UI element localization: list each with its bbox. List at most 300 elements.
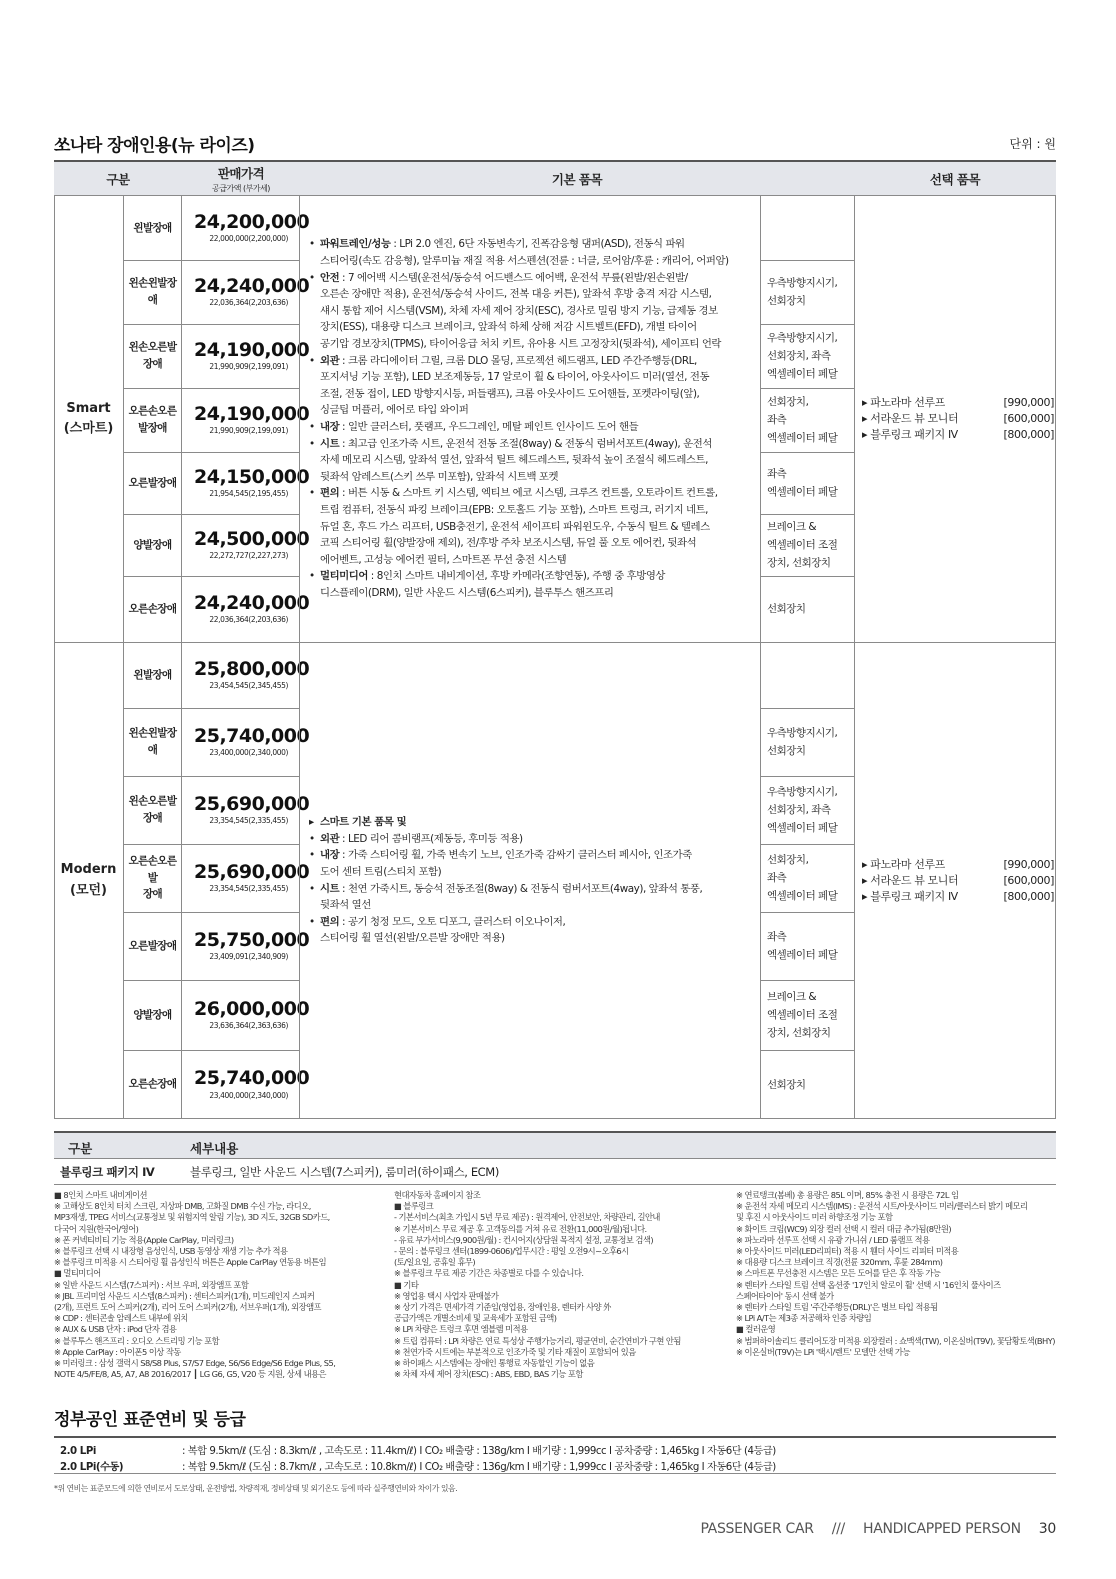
trim-name [124,708,181,776]
basic-item-line [308,369,756,386]
trim-name [124,844,181,912]
select-option-price: [600,000] [1003,412,1054,425]
select-options-smart [854,196,1054,642]
section-name-kr: (스마트) [63,421,114,436]
trim-name-line: 왼손오른발 [128,341,177,354]
select-option-name: ▸ 서라운드 뷰 모니터 [862,873,959,887]
note-line: 스페어타이어' 동시 선택 불가 [736,1290,834,1301]
col-category-header [54,162,182,196]
basic-item-key: 스마트 기본 품목 및 [320,816,407,829]
note-line: 및 후진 시 아웃사이드 미러 하향조정 기능 포함 [736,1212,893,1223]
basic-item-text: 도어 센터 트림(스티치 포함) [320,865,442,878]
bullet-icon: • [309,849,315,862]
col-price-header [182,162,300,196]
footer-section-2: HANDICAPPED PERSON [862,1521,1021,1537]
trim-option-line: 엑셀레이터 페달 [767,890,838,902]
trim-price-value: 24,190,000 [194,338,310,361]
basic-item-text: : 천연 가죽시트, 동승석 전동조절(8way) & 전동식 럼버서포트(4way), 앞좌석 통풍, [339,882,703,895]
trim-price-supply: 22,272,727(2,227,273) [209,551,288,561]
note-line: ■ 블루링크 [394,1201,434,1212]
trim-price-value: 24,240,000 [194,591,310,614]
basic-item-line [308,386,756,403]
basic-item-line [308,469,756,486]
basic-item-line [308,485,756,502]
basic-item-key: 멀티미디어 [320,570,368,583]
select-option-price: [800,000] [1003,889,1054,903]
note-line: ※ CDP : 센터콘솔 암레스트 내부에 위치 [54,1313,188,1324]
trim-option [762,844,852,912]
trim-option-line: 장치, 선회장치 [767,557,831,569]
trim-option-line: 브레이크 & [767,521,817,533]
trim-price-value: 25,690,000 [194,792,310,815]
trim-name-text: 양발장애 [133,1008,172,1021]
table-header [54,160,1056,196]
trim-price-supply: 23,354,545(2,335,455) [209,816,288,826]
note-line: - 기본서비스(최초 가입시 5년 무료 제공) : 원격제어, 안전보안, 차량관리, 길안내 [394,1212,660,1223]
basic-item-line [308,270,756,287]
basic-item-line [308,502,756,519]
trim-option-line: 엑셀레이터 조절 [767,539,838,551]
note-line: 다국어 지원(한국어/영어) [54,1223,139,1234]
basic-item-text: 포지셔닝 기능 포함), LED 보조제동등, 17 알로이 휠 & 타이어, 아웃사이드 미러(열선, 전동 [320,371,710,384]
page-footer [700,1521,1056,1537]
price-table [54,196,1056,1119]
note-line: ※ 기본서비스 무료 제공 후 고객동의를 거쳐 유료 전환(11,000원/월)됩니다. [394,1223,647,1234]
note-line: ■ 기타 [394,1279,419,1290]
package-detail: 블루링크, 일반 사운드 시스템(7스피커), 룸미러(하이패스, ECM) [190,1165,499,1179]
note-line: ※ JBL 프리미엄 사운드 시스템(8스피커) : 센터스피커(1개), 미드레인지 스피커 [54,1290,315,1301]
fuel-row-text: : 복합 9.5km/ℓ (도심 : 8.3km/ℓ , 고속도로 : 11.4km/ℓ) I CO₂ 배출량 : 138g/km I 배기량 : 1,999cc I 공차중량 : 1,465kg I 자동6단 (4등급) [182,1446,776,1457]
trim-price-supply: 22,036,364(2,203,636) [209,615,288,625]
footer-section-1: PASSENGER CAR [700,1521,814,1537]
basic-item-text: : 크롬 라디에이터 그릴, 크롬 DLO 몰딩, 프로젝션 헤드램프, LED 주간주행등(DRL, [339,354,697,367]
basic-item-text: 스티어링 휠 열선(왼발/오른발 장애만 적용) [320,932,505,945]
trim-name [124,324,181,388]
bullet-icon: • [309,271,315,284]
basic-item-text: : LED 리어 콤비램프(제동등, 후미등 적용) [339,832,523,845]
note-line: NOTE 4/5/FE/8, A5, A7, A8 2016/2017 ┃ LG G6, G5, V20 등 지원, 상세 내용은 [54,1369,326,1380]
trim-option-line: 엑셀레이터 페달 [767,368,838,380]
basic-item-text: : 최고급 인조가죽 시트, 운전석 전동 조절(8way) & 전동식 럼버서포트(4way), 운전석 [339,437,712,450]
note-line: ※ 블루링크 선택 시 내장형 음성인식, USB 동영상 재생 기능 추가 적용 [54,1246,288,1257]
basic-item-text: : 공기 청정 모드, 오토 디포그, 클러스터 이오나이저, [339,915,566,928]
select-option-price: [990,000] [1003,396,1054,409]
package-row [54,1159,1056,1185]
select-option-row [862,889,1054,905]
trim-price-value: 25,740,000 [194,724,310,747]
basic-item-text: : LPi 2.0 엔진, 6단 자동변속기, 진폭감응형 댐퍼(ASD), 전동식 파워 [390,238,685,251]
package-col-category: 구분 [68,1141,93,1156]
basic-item-text: : 7 에어백 시스템(운전석/동승석 어드밴스드 에어백, 운전석 무릎(왼발/왼손왼발/ [339,271,688,284]
select-option-row [862,411,1054,427]
trim-price-supply: 23,636,364(2,363,636) [209,1021,288,1031]
basic-item-line [308,419,756,436]
trim-name [124,576,181,642]
trim-name-text: 오른발장애 [128,939,177,952]
bullet-icon: • [309,832,315,845]
trim-price-value: 24,200,000 [194,210,310,233]
trim-price [182,576,310,642]
trim-option-line: 우측방향지시기, [767,786,838,798]
trim-price-supply: 21,990,909(2,199,091) [209,362,288,372]
trim-name-text: 양발장애 [133,538,172,551]
trim-name-line: 장애 [142,812,163,824]
bullet-icon: • [309,570,315,583]
basic-item-line [308,519,756,536]
trim-option-line: 엑셀레이터 페달 [767,822,838,834]
basic-item-text: 듀얼 혼, 후드 가스 리프터, USB충전기, 운전석 세이프티 파워윈도우, 수동식 틸트 & 텔레스 [320,520,710,533]
basic-item-key: 내장 [320,849,340,862]
basic-item-key: 외관 [320,832,340,845]
basic-item-text: 장치(ESS), 대용량 디스크 브레이크, 앞좌석 하체 상해 저감 시트벨트(EFD), 개별 타이어 [320,321,697,334]
basic-item-line [308,914,756,931]
trim-option-line: 엑셀레이터 페달 [767,432,838,444]
trim-name [124,196,181,260]
trim-price-supply: 23,354,545(2,335,455) [209,884,288,894]
basic-item-key: 파워트레인/성능 [320,238,391,251]
trim-price-supply: 21,990,909(2,199,091) [209,426,288,436]
trim-option [762,912,852,980]
basic-item-text: 에어벤트, 고성능 에어컨 필터, 스마트폰 무선 충전 시스템 [320,553,567,566]
select-option-row [862,873,1054,889]
basic-item-line [308,286,756,303]
trim-price-supply: 22,036,364(2,203,636) [209,298,288,308]
trim-option-line: 좌측 [767,931,787,943]
trim-option-line: 선회장치 [767,295,806,307]
note-line: - 문의 : 블루링크 센터(1899-0606)/업무시간 : 평일 오전9시~오후6시 [394,1246,629,1257]
trim-price-value: 25,750,000 [194,928,310,951]
footer-separator: /// [831,1521,845,1537]
trim-price-value: 24,150,000 [194,465,310,488]
note-line: ※ 대용량 디스크 브레이크 직경(전륜 320mm, 후륜 284mm) [736,1257,943,1268]
basic-item-key: 시트 [320,882,340,895]
basic-item-text: : 일반 클러스터, 풋램프, 우드그레인, 메탈 페인트 인사이드 도어 핸들 [339,421,639,433]
basic-item-text: 디스플레이(DRM), 일반 사운드 시스템(6스피커), 블루투스 핸즈프리 [320,586,614,599]
select-options-modern [854,642,1054,1119]
trim-price [182,776,310,844]
trim-option-line: 우측방향지시기, [767,277,838,289]
select-option-price: [800,000] [1003,428,1054,441]
trim-option [762,452,852,514]
trim-name-text [129,403,177,437]
column-divider [854,196,855,1119]
trim-price-value: 25,740,000 [194,1067,310,1090]
fuel-footnote: *위 연비는 표준모드에 의한 연비로서 도로상태, 운전방법, 차량적재, 정비상태 및 외기온도 등에 따라 실주행연비와 차이가 있음. [54,1484,458,1493]
basic-item-text: : 버튼 시동 & 스마트 키 시스템, 엑티브 에코 시스템, 크루즈 컨트롤, 오토라이트 컨트롤, [339,487,718,500]
note-line: ※ 상기 가격은 면세가격 기준임(영업용, 장애인용, 렌터카 사양 外 [394,1302,611,1313]
trim-name-text: 오른손장애 [128,1078,177,1091]
note-line: (토/일요일, 공휴일 휴무) [394,1257,476,1268]
column-divider [54,196,55,1119]
note-line: ※ AUX & USB 단자 : iPod 단자 겸용 [54,1324,177,1335]
basic-item-key: 안전 [320,271,340,284]
bullet-icon: ▸ [309,816,314,829]
trim-price [182,260,310,324]
basic-item-line [308,303,756,320]
trim-name-text [129,793,177,827]
basic-item-line [308,864,756,881]
basic-item-line [308,253,756,270]
select-option-name: ▸ 블루링크 패키지 Ⅳ [862,889,958,903]
trim-option-line: 선회장치 [767,1078,806,1091]
basic-item-text: 뒷좌석 열선 [320,899,371,912]
trim-name-line: 왼손오른발 [128,795,177,808]
col-price-sub-label: 공급가액 (부가세) [212,184,270,193]
basic-item-line [308,847,756,864]
trim-name-text [124,853,181,903]
trim-name [124,514,181,576]
select-option-price: [990,000] [1003,857,1054,871]
trim-price-value: 25,800,000 [194,657,310,680]
note-line: ※ 트립 컴퓨터 : LPi 차량은 연료 특성상 주행가능거리, 평균연비, 순간연비가 구현 안됨 [394,1335,681,1346]
note-line: ※ LPi A/T는 제3종 저공해차 인증 차량임 [736,1313,872,1324]
trim-option [762,576,852,642]
trim-name-text: 왼손왼발장애 [128,277,177,306]
trim-name [124,642,181,708]
col-option-label: 선택 품목 [929,172,981,187]
trim-option-line: 우측방향지시기, [767,332,838,344]
trim-option-line: 선회장치 [767,745,806,757]
trim-name [124,260,181,324]
trim-price-value: 26,000,000 [194,997,310,1020]
note-line: ※ 블루링크 무료 제공 기간은 차종별로 다를 수 있습니다. [394,1268,584,1279]
basic-item-line [308,881,756,898]
note-line: ※ 차체 자세 제어 장치(ESC) : ABS, EBD, BAS 기능 포함 [394,1369,583,1380]
trim-name-text: 왼발장애 [133,668,172,681]
note-line: ※ 연료탱크(봄베) 총 용량은 85L 이며, 85% 충전 시 용량은 72L 임 [736,1190,959,1200]
basic-item-text: 오른손 장애만 적용), 운전석/동승석 사이드, 전복 대응 커튼), 앞좌석 후방 충격 저감 시스템, [320,288,712,301]
trim-option-line: 좌측 [767,414,787,426]
note-line: ■ 8인치 스마트 내비게이션 [54,1190,147,1200]
note-line: ※ 미러링크 : 삼성 갤럭시 S8/S8 Plus, S7/S7 Edge, S6/S6 Edge/S6 Edge Plus, S5, [54,1358,336,1369]
note-line: ※ 화이트 크림(WC9) 외장 컬러 선택 시 컬러 대금 추가됨(8만원) [736,1223,952,1234]
note-line: ※ 파노라마 선루프 선택 시 유광 가니쉬 / LED 룸램프 적용 [736,1234,930,1245]
note-line: ※ 일반 사운드 시스템(7스피커) : 서브 우퍼, 외장앰프 포함 [54,1279,249,1290]
note-line: - 유료 부가서비스(9,900원/월) : 컨시어지(상담원 목적지 설정, 교통정보 검색) [394,1234,654,1245]
trim-option-line: 선회장치, [767,396,809,408]
bullet-icon: • [309,354,315,367]
section-name-kr: (모던) [70,882,107,898]
basic-item-line [308,402,756,419]
note-line: ※ 고해상도 8인치 터치 스크린, 지상파 DMB, 고화질 DMB 수신 가능, 라디오, [54,1201,311,1212]
bullet-icon: • [309,915,315,928]
note-line: ※ 운전석 자세 메모리 시스템(IMS) : 운전석 시트/아웃사이드 미러/클러스터 밝기 메모리 [736,1201,1028,1212]
trim-name-line: 장애 [142,358,163,370]
trim-name [124,452,181,514]
trim-price-supply: 22,000,000(2,200,000) [209,234,288,244]
basic-item-text: 섀시 통합 제어 시스템(VSM), 차체 자세 제어 장치(ESC), 경사로 밀림 방지 기능, 급제동 경보 [320,304,718,317]
trim-option [762,980,852,1050]
package-name: 블루링크 패키지 Ⅳ [60,1165,155,1179]
basic-item-line [308,319,756,336]
trim-option [762,642,852,708]
basic-item-text: 스티어링(속도 감응형), 알루미늄 재질 적용 서스펜션(전륜 : 너클, 로어암/후륜 : 캐리어, 어퍼암) [320,255,729,268]
fuel-row-text: : 복합 9.5km/ℓ (도심 : 8.7km/ℓ , 고속도로 : 10.8km/ℓ) I CO₂ 배출량 : 136g/km I 배기량 : 1,999cc I 공차중량 : 1,465kg I 자동6단 (4등급) [182,1462,776,1473]
trim-price-value: 25,690,000 [194,860,310,883]
trim-option-line: 브레이크 & [767,991,817,1003]
basic-item-text: 코픽 스티어링 휠(양발장애 제외), 전/후방 주차 보조시스템, 듀얼 풀 오토 에어컨, 뒷좌석 [320,537,697,550]
note-line: ※ 범퍼하이솔리드 클리어도장 미적용 외장컬러 : 쇼맥색(TW), 이온실버(T9V), 꽃담황토색(BHY) [736,1335,1055,1346]
col-basic-label: 기본 품목 [551,172,603,187]
trim-name-line: 오른손오른발 [128,854,177,884]
package-header [54,1131,1056,1159]
basic-items-smart [300,196,760,642]
note-line: ※ LPi 차량은 트렁크 후면 엠블렘 미적용 [394,1324,528,1335]
column-divider [181,196,182,1119]
trim-option [762,260,852,324]
basic-item-line [308,535,756,552]
trim-price [182,642,310,708]
trim-price [182,514,310,576]
trim-option [762,196,852,260]
bullet-icon: • [309,437,315,450]
trim-name-text: 오른손장애 [128,602,177,615]
trim-price [182,980,310,1050]
bullet-icon: • [309,238,315,251]
trim-name-text: 왼발장애 [133,221,172,234]
trim-option [762,1050,852,1119]
trim-option [762,514,852,576]
basic-item-key: 편의 [320,915,340,928]
select-option-name: ▸ 서라운드 뷰 모니터 [862,412,959,425]
select-option-name: ▸ 블루링크 패키지 Ⅳ [862,428,958,441]
col-category-label: 구분 [106,172,130,187]
trim-option-line: 우측방향지시기, [767,727,838,739]
section-label-smart [54,196,123,642]
select-option-name: ▸ 파노라마 선루프 [862,857,945,871]
select-option-row [862,427,1054,443]
basic-item-line [308,336,756,353]
trim-price [182,912,310,980]
basic-item-text: : 8인치 스마트 내비게이션, 후방 카메라(조향연동), 주행 중 후방영상 [367,570,666,583]
section-label-modern [54,642,123,1119]
basic-item-text: 자세 메모리 시스템, 앞좌석 열선, 앞좌석 틸트 헤드레스트, 뒷좌석 높이 조절식 헤드레스트, [320,454,708,467]
trim-price-value: 24,190,000 [194,402,310,425]
trim-name [124,776,181,844]
note-line: ※ 폰 커넥티비티 기능 적용(Apple CarPlay, 미러링크) [54,1234,234,1245]
fuel-row-name: 2.0 LPi [60,1446,96,1457]
trim-option-line: 장치, 선회장치 [767,1027,831,1039]
note-line: ※ 아웃사이드 미러(LED리피터) 적용 시 휀더 사이드 리피터 미적용 [736,1246,959,1257]
section-name-en: Modern [60,862,117,878]
basic-item-key: 편의 [320,487,340,500]
select-option-name: ▸ 파노라마 선루프 [862,396,945,409]
fuel-row [60,1442,776,1457]
column-divider [760,196,761,1119]
basic-items-modern [300,642,760,1119]
note-line: ■ 멀티미디어 [54,1268,101,1279]
basic-item-line [308,568,756,585]
note-line: ※ 블루링크 미적용 시 스티어링 휠 음성인식 버튼은 Apple CarPlay 연동용 버튼임 [54,1257,327,1268]
select-option-row [862,857,1054,873]
basic-item-line [308,585,756,602]
trim-option-line: 엑셀레이터 조절 [767,1009,838,1021]
unit-label: 단위 : 원 [1009,137,1056,151]
trim-price-supply: 23,454,545(2,345,455) [209,681,288,691]
trim-name [124,1050,181,1119]
bullet-icon: • [309,421,315,433]
trim-option-line: 좌측 [767,468,787,480]
basic-item-text: 뒷좌석 암레스트(스키 쓰루 미포함), 앞좌석 시트백 포켓 [320,470,559,483]
page-title: 쏘나타 장애인용(뉴 라이즈) [54,136,255,156]
basic-item-line [308,930,756,947]
trim-option-line: 선회장치, 좌측 [767,350,831,362]
trim-price [182,844,310,912]
basic-item-text: 조절, 전동 접이, LED 방향지시등, 퍼들램프), 크롬 아웃사이드 도어핸들, 포켓라이팅(앞), [320,387,700,400]
basic-item-line [308,552,756,569]
note-line: ※ 렌터카 스타일 트림 '주간주행등(DRL)'은 벌브 타입 적용됨 [736,1302,938,1313]
basic-item-key: 내장 [320,421,340,433]
col-price-label: 판매가격 [217,166,265,181]
basic-item-line [308,353,756,370]
note-line: ※ Apple CarPlay : 아이폰5 이상 작동 [54,1346,181,1357]
fuel-table [54,1436,1056,1474]
trim-price [182,324,310,388]
note-line: ※ 이온실버(T9V)는 LPi '택시/렌트' 모델만 선택 가능 [736,1346,910,1357]
trim-name-line: 발장애 [138,422,167,434]
trim-name [124,980,181,1050]
trim-price-value: 24,240,000 [194,274,310,297]
notes-column-3 [736,1190,1055,1358]
trim-price-supply: 23,400,000(2,340,000) [209,748,288,758]
basic-item-line [308,452,756,469]
basic-item-text: 트립 컴퓨터, 전동식 파킹 브레이크(EPB: 오토홀드 기능 포함), 스마트 트렁크, 러기지 네트, [320,503,709,516]
bullet-icon: • [309,487,315,500]
note-line: ※ 블루투스 핸즈프리 : 오디오 스트리밍 기능 포함 [54,1335,220,1346]
note-line: MP3재생, TPEG 서비스(교통정보 및 위험지역 알림 기능), 3D 지도, 32GB SD카드, [54,1212,330,1223]
fuel-row-name: 2.0 LPi(수동) [60,1462,124,1473]
trim-option-line: 좌측 [767,872,787,884]
trim-price-supply: 21,954,545(2,195,455) [209,489,288,499]
package-col-detail: 세부내용 [190,1141,239,1156]
section-divider [54,642,1056,643]
column-divider [1055,196,1056,1119]
column-divider [123,196,124,1119]
trim-name [124,388,181,452]
trim-name-line: 오른손오른 [128,405,177,418]
trim-price-value: 24,500,000 [194,527,310,550]
trim-option-line: 선회장치 [767,603,806,615]
trim-option-line: 엑셀레이터 페달 [767,486,838,498]
basic-item-line [308,436,756,453]
basic-item-key: 외관 [320,354,340,367]
note-line: (2개), 프런트 도어 스피커(2개), 리어 도어 스피커(2개), 서브우퍼(1개), 외장앰프 [54,1302,322,1313]
select-option-price: [600,000] [1003,873,1054,887]
trim-option [762,776,852,844]
notes-column-1 [54,1190,335,1380]
trim-name-text: 왼손왼발장애 [128,727,177,756]
trim-price [182,708,310,776]
note-line: ※ 하이패스 시스템에는 장애인 통행료 자동할인 기능이 없음 [394,1358,595,1369]
trim-name-text [129,339,177,373]
note-line: ■ 컬러운영 [736,1324,776,1335]
column-divider [299,196,300,1119]
trim-price [182,452,310,514]
note-line: 현대자동차 홈페이지 참조 [394,1190,481,1200]
note-line: ※ 영업용 택시 사업자 판매불가 [394,1290,499,1301]
trim-price [182,196,310,260]
trim-option [762,708,852,776]
select-option-row [862,395,1054,411]
trim-option [762,324,852,388]
trim-name-line: 장애 [142,888,163,901]
basic-item-line [308,236,756,253]
trim-option-line: 선회장치, 좌측 [767,804,831,816]
note-line: 공급가액은 개별소비세 및 교육세가 포함된 금액) [394,1313,557,1324]
col-basic-header [300,162,854,196]
basic-item-line [308,831,756,848]
bullet-icon: • [309,882,315,895]
